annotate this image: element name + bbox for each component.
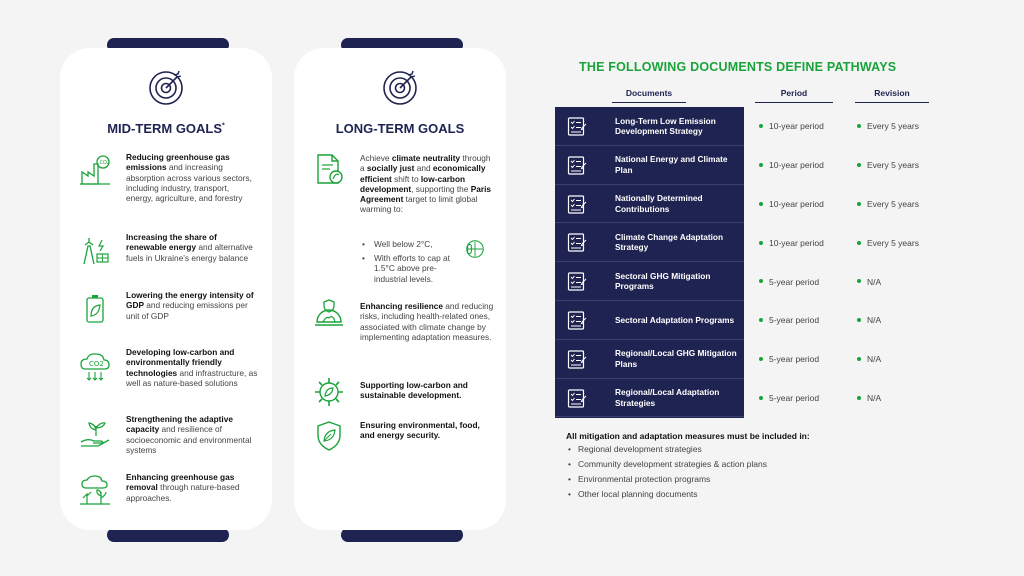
status-dot xyxy=(857,202,861,206)
target-icon xyxy=(148,70,184,106)
period-cell: 10-year period xyxy=(759,159,824,171)
document-name: Sectoral Adaptation Programs xyxy=(615,314,735,325)
list-item: • Other local planning documents xyxy=(568,489,698,499)
goal-text: Enhancing greenhouse gas removal through nature-based approaches. xyxy=(126,472,240,503)
period-cell: 5-year period xyxy=(759,353,819,365)
revision-cell: N/A xyxy=(857,314,881,326)
svg-text:CO2: CO2 xyxy=(89,360,104,368)
pathways-title: THE FOLLOWING DOCUMENTS DEFINE PATHWAYS xyxy=(579,60,897,74)
bullet-item: • With efforts to cap at 1.5°C above pre-industrial levels. xyxy=(362,253,450,284)
hand-plant-icon xyxy=(78,416,112,450)
status-dot xyxy=(759,202,763,206)
document-name: Nationally Determined Contributions xyxy=(615,193,703,214)
revision-cell: Every 5 years xyxy=(857,237,919,249)
period-cell: 10-year period xyxy=(759,237,824,249)
long-term-text: Achieve climate neutrality through a socially just and economically efficient shift to low-carbon development, supporting the Paris Agreement target to limit global warming to: xyxy=(360,153,491,215)
list-item: • Community development strategies & action plans xyxy=(568,459,767,469)
mid-term-title: MID-TERM GOALS* xyxy=(107,121,225,136)
column-header-documents: Documents xyxy=(625,88,673,98)
long-term-title: LONG-TERM GOALS xyxy=(335,121,465,136)
document-name: Sectoral GHG Mitigation Programs xyxy=(615,270,711,292)
document-name: Regional/Local Adaptation Strategies xyxy=(615,387,720,408)
battery-leaf-icon xyxy=(78,292,112,326)
status-dot xyxy=(857,357,861,361)
period-cell: 5-year period xyxy=(759,392,819,404)
period-cell: 5-year period xyxy=(759,314,819,326)
status-dot xyxy=(857,396,861,400)
period-cell: 10-year period xyxy=(759,198,824,210)
header-rule xyxy=(855,102,929,103)
document-checklist-icon xyxy=(567,271,587,292)
document-checklist-icon xyxy=(567,116,587,137)
status-dot xyxy=(857,124,861,128)
mid-term-goals-card xyxy=(60,48,272,530)
revision-cell: Every 5 years xyxy=(857,120,919,132)
list-item: • Environmental protection programs xyxy=(568,474,711,484)
status-dot xyxy=(759,279,763,283)
period-cell: 10-year period xyxy=(759,120,824,132)
document-checklist-icon xyxy=(567,388,587,409)
table-row xyxy=(555,107,744,146)
status-dot xyxy=(857,279,861,283)
period-cell: 5-year period xyxy=(759,276,819,288)
revision-cell: Every 5 years xyxy=(857,198,919,210)
goal-text: Reducing greenhouse gas emissions and increasing absorption across various sectors, including industry, transport, energy, agriculture, and forestry xyxy=(126,152,252,204)
security-text: Ensuring environmental, food, and energy security. xyxy=(360,420,480,441)
list-item: • Regional development strategies xyxy=(568,444,702,454)
target-icon xyxy=(382,70,418,106)
revision-cell: N/A xyxy=(857,353,881,365)
status-dot xyxy=(759,124,763,128)
goal-text: Developing low-carbon and environmentally friendly technologies and infrastructure, as well as nature-based solutions xyxy=(126,347,258,388)
status-dot xyxy=(759,163,763,167)
header-rule xyxy=(755,102,833,103)
svg-text:CO2: CO2 xyxy=(99,160,111,166)
document-name: Long-Term Low Emission Development Strategy xyxy=(615,115,716,136)
co2-cloud-icon xyxy=(78,349,112,383)
status-dot xyxy=(759,357,763,361)
document-name: National Energy and Climate Plan xyxy=(615,154,728,175)
support-text: Supporting low-carbon and sustainable development. xyxy=(360,380,468,401)
card-tab-bottom xyxy=(107,528,229,542)
status-dot xyxy=(857,163,861,167)
globe-shield-icon xyxy=(312,296,346,330)
table-row xyxy=(555,379,744,418)
table-row xyxy=(555,340,744,379)
table-row xyxy=(555,185,744,224)
column-header-revision: Revision xyxy=(874,88,910,98)
revision-cell: N/A xyxy=(857,276,881,288)
factory-co2-icon xyxy=(78,154,112,188)
long-term-goals-card xyxy=(294,48,506,530)
document-checklist-icon xyxy=(567,155,587,176)
status-dot xyxy=(759,318,763,322)
revision-cell: N/A xyxy=(857,392,881,404)
status-dot xyxy=(857,318,861,322)
notes-title: All mitigation and adaptation measures must be included in: xyxy=(566,431,810,441)
document-name: Climate Change Adaptation Strategy xyxy=(615,231,724,253)
renewable-energy-icon xyxy=(78,234,112,268)
resilience-text: Enhancing resilience and reducing risks, including health-related ones, associated with climate change by implementing adaptation measures. xyxy=(360,301,494,342)
document-checklist-icon xyxy=(567,232,587,253)
goal-text: Increasing the share of renewable energy and alternative fuels in Ukraine’s energy balance xyxy=(126,232,253,263)
table-row xyxy=(555,262,744,301)
document-checklist-icon xyxy=(567,194,587,215)
card-tab-bottom xyxy=(341,528,463,542)
document-checklist-icon xyxy=(567,349,587,370)
bullet-item: • Well below 2°C, xyxy=(362,239,433,249)
column-header-period: Period xyxy=(780,88,808,98)
status-dot xyxy=(759,241,763,245)
table-row xyxy=(555,146,744,185)
shield-leaf-icon xyxy=(312,419,346,453)
header-rule xyxy=(612,102,686,103)
document-name: Regional/Local GHG Mitigation Plans xyxy=(615,348,737,369)
revision-cell: Every 5 years xyxy=(857,159,919,171)
table-row xyxy=(555,223,744,262)
gear-leaf-icon xyxy=(312,375,346,409)
table-row xyxy=(555,301,744,340)
status-dot xyxy=(759,396,763,400)
goal-text: Strengthening the adaptive capacity and resilience of socioeconomic and environmental systems xyxy=(126,414,252,455)
cloud-trees-icon xyxy=(78,474,112,508)
document-checklist-icon xyxy=(567,310,587,331)
document-leaf-icon xyxy=(312,152,346,186)
status-dot xyxy=(857,241,861,245)
documents-table xyxy=(555,107,744,418)
thermometer-globe-icon xyxy=(464,238,486,260)
goal-text: Lowering the energy intensity of GDP and reducing emissions per unit of GDP xyxy=(126,290,254,321)
